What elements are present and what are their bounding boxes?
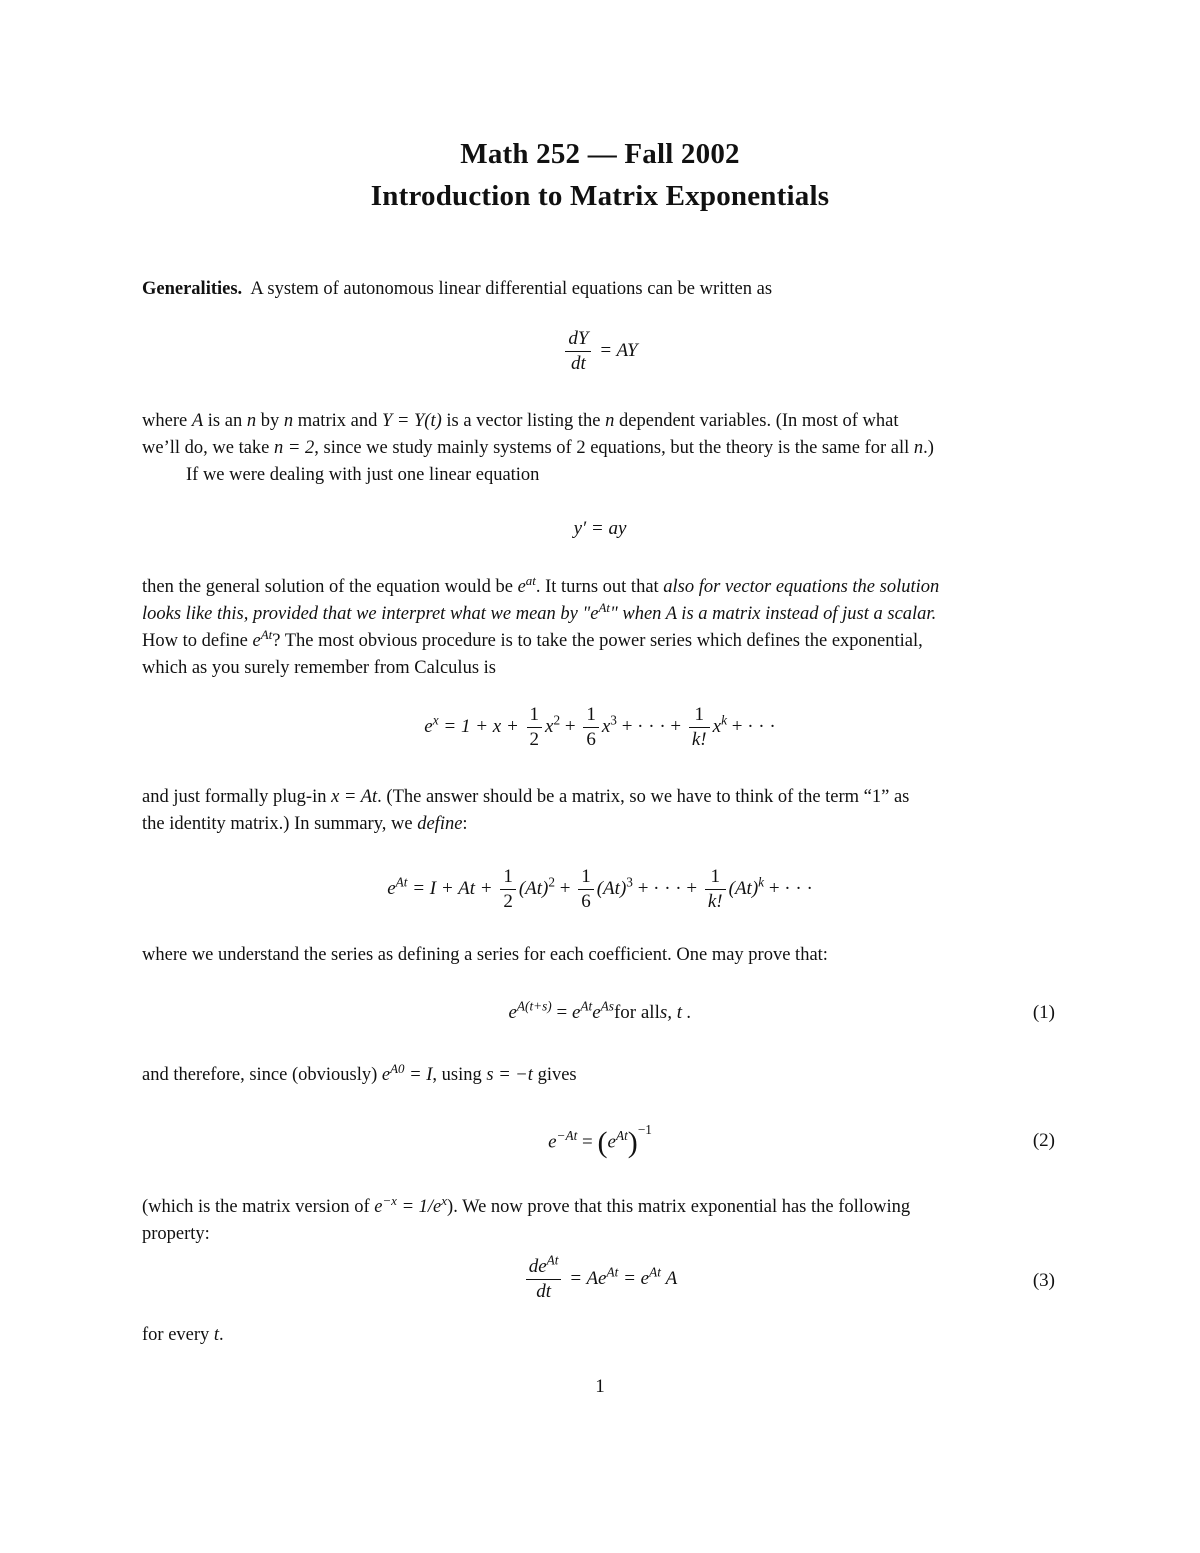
math-operator: + · · · + (621, 715, 682, 737)
document-title: Introduction to Matrix Exponentials (370, 180, 830, 212)
emphasis-text: " when A is a matrix instead of just a scalar. (609, 604, 937, 624)
fraction-denominator: 2 (529, 729, 540, 750)
math-symbol: x (601, 715, 611, 737)
fraction-numerator: 1 (578, 866, 594, 890)
fraction-denominator: 6 (586, 729, 596, 750)
emphasis-text: looks like this, provided that we interpret what we mean by "e (142, 604, 599, 624)
text-fragment: dependent variables. (In most of what (619, 411, 899, 431)
text-line (142, 574, 1058, 601)
math-expression: = e (623, 1267, 650, 1289)
fraction-denominator: k! (707, 891, 723, 912)
paragraph-7 (142, 1194, 1058, 1248)
text-fragment: is a vector listing the (446, 411, 601, 431)
math-expression: = I (409, 1065, 433, 1085)
math-operator: = (556, 1002, 568, 1023)
math-symbol: x (712, 715, 722, 737)
paragraph-text: A system of autonomous linear differential equations can be written as (250, 279, 773, 299)
math-exponent: 3 (610, 712, 617, 728)
math-exponent: As (600, 998, 614, 1014)
fraction (689, 704, 710, 751)
math-exponent: A0 (390, 1060, 405, 1076)
text-fragment: , using (432, 1065, 482, 1085)
text-line (142, 1062, 1058, 1089)
text-line: property: (142, 1224, 210, 1244)
text-fragment: then the general solution of the equation would be (142, 577, 513, 597)
math-symbol: e (571, 1002, 581, 1023)
equation-system (0, 328, 1200, 375)
fraction (500, 866, 516, 913)
equation-3 (0, 1252, 1200, 1303)
fraction-numerator: dY (565, 328, 591, 352)
text-line (142, 408, 1058, 435)
math-symbol: e (592, 1002, 601, 1023)
math-exponent: −At (556, 1128, 578, 1144)
text-fragment: gives (537, 1065, 577, 1085)
text-line (142, 601, 1058, 628)
text-fragment: for all (613, 1002, 660, 1023)
text-line (142, 628, 1058, 655)
math-symbol: e (424, 715, 433, 737)
math-exponent: At (260, 626, 273, 642)
text-fragment: by (260, 411, 280, 431)
math-symbol: n (246, 411, 257, 431)
math-operator: + · · · (768, 877, 813, 899)
math-symbol: A (191, 411, 204, 431)
math-symbol: n = 2 (274, 438, 315, 458)
text-line (142, 1322, 1058, 1349)
fraction-denominator: 2 (503, 891, 513, 912)
fraction-numerator: 1 (583, 704, 599, 728)
equation-number: (2) (1032, 1130, 1055, 1151)
math-exponent: At (395, 874, 408, 890)
fraction-numerator: 1 (689, 704, 710, 728)
fraction-denominator: dt (571, 353, 586, 374)
math-operator: + · · · + (637, 877, 698, 899)
math-exponent: at (525, 572, 536, 588)
math-exponent: At (606, 1264, 619, 1280)
generalities-paragraph (142, 276, 1058, 303)
math-symbol: n (283, 411, 294, 431)
text-line: where we understand the series as defining a series for each coefficient. One may prove that: (142, 945, 828, 965)
text-fragment: matrix and (297, 411, 378, 431)
math-exponent: k (758, 874, 765, 890)
math-expression: (At) (596, 877, 627, 899)
math-symbol: e (508, 1002, 517, 1023)
equation-scalar: y′ = ay (573, 518, 627, 539)
left-paren: ( (597, 1126, 608, 1159)
paragraph-8 (142, 1322, 1058, 1349)
text-fragment: . (The answer should be a matrix, so we have to think of the term “1” as (377, 787, 910, 807)
math-symbol: A (665, 1267, 678, 1289)
math-operator: + · · · (731, 715, 776, 737)
math-exponent: A(t+s) (516, 998, 552, 1014)
math-symbol: n (605, 411, 615, 431)
math-expression: = I + At + (412, 877, 493, 899)
math-exponent: 2 (553, 712, 561, 728)
math-exponent: 2 (548, 874, 556, 890)
text-line (142, 1194, 1058, 1221)
text-fragment: the identity matrix.) In summary, we (142, 814, 413, 834)
fraction (705, 866, 726, 913)
text-fragment: , since we study mainly systems of 2 equations, but the theory is the same for all (314, 438, 910, 458)
math-operator: + (559, 877, 571, 899)
text-fragment: for every (142, 1325, 210, 1345)
math-symbol: e (548, 1131, 557, 1153)
math-exponent: −x (382, 1192, 397, 1208)
text-line (142, 784, 1058, 811)
equation-2 (0, 1122, 1200, 1160)
text-fragment: ). We now prove that this matrix exponential has the following (447, 1197, 911, 1217)
text-fragment: .) (923, 438, 934, 458)
math-expression: x = At (331, 787, 378, 807)
text-fragment: . It turns out that (535, 577, 659, 597)
fraction-denominator: 6 (581, 891, 591, 912)
text-fragment: ? The most obvious procedure is to take the power series which defines the exponential, (272, 631, 923, 651)
equation-matrix-exp-definition (0, 866, 1200, 913)
equation-number: (1) (1032, 1002, 1055, 1023)
fraction (578, 866, 594, 913)
math-expression: s = −t (486, 1065, 533, 1085)
math-symbol: e (387, 877, 396, 899)
paragraph-3 (142, 574, 1058, 682)
text-line: which as you surely remember from Calculus is (142, 658, 496, 678)
equation-number: (3) (1032, 1270, 1055, 1291)
text-fragment: : (462, 814, 468, 834)
math-symbol: n (913, 438, 924, 458)
math-symbol: e (252, 631, 261, 651)
fraction (526, 1252, 562, 1303)
text-fragment: and therefore, since (obviously) (142, 1065, 378, 1085)
equation-exp-series (0, 704, 1200, 751)
math-exponent: At (546, 1252, 559, 1268)
math-operator: + (564, 715, 576, 737)
math-exponent: −1 (637, 1122, 652, 1138)
fraction-numerator (526, 1252, 562, 1280)
fraction-numerator: 1 (705, 866, 726, 890)
math-symbol: de (528, 1256, 547, 1277)
fraction-denominator: k! (691, 729, 707, 750)
paragraph-1 (142, 408, 1058, 489)
fraction-denominator: dt (536, 1281, 551, 1302)
right-paren: ) (627, 1126, 638, 1159)
math-exponent: x (432, 712, 439, 728)
math-exponent: At (580, 998, 593, 1014)
emphasis-text: define (417, 814, 463, 834)
math-expression: s, t . (659, 1002, 692, 1023)
math-exponent: k (721, 712, 727, 728)
math-expression: = Ae (569, 1267, 607, 1289)
text-line (142, 435, 1058, 462)
math-operator: = (582, 1131, 593, 1153)
fraction (527, 704, 543, 751)
math-exponent: At (598, 599, 610, 615)
text-line (142, 811, 1058, 838)
paragraph-5 (142, 942, 1058, 969)
text-fragment: is an (207, 411, 243, 431)
math-expression: (At) (518, 877, 549, 899)
text-fragment: How to define (142, 631, 248, 651)
math-symbol: e (374, 1197, 383, 1217)
fraction (583, 704, 599, 751)
page-number: 1 (595, 1376, 605, 1397)
fraction (565, 328, 591, 375)
math-expression: = 1 + x + (443, 715, 519, 737)
equation-rhs: = AY (599, 339, 638, 361)
math-exponent: 3 (626, 874, 633, 890)
paragraph-6 (142, 1062, 1058, 1089)
math-exponent: At (615, 1128, 628, 1144)
math-symbol: x (545, 715, 554, 737)
course-heading: Math 252 — Fall 2002 (460, 138, 740, 170)
text-line: If we were dealing with just one linear equation (186, 465, 540, 485)
math-symbol: Y = Y(t) (381, 411, 442, 431)
math-expression: = 1/e (401, 1197, 442, 1217)
math-symbol: e (607, 1131, 616, 1153)
paragraph-4 (142, 784, 1058, 838)
text-fragment: we’ll do, we take (142, 438, 270, 458)
text-fragment: and just formally plug-in (142, 787, 327, 807)
math-symbol: e (517, 577, 526, 597)
equation-1 (0, 998, 1200, 1024)
text-fragment: where (142, 411, 188, 431)
section-heading: Generalities. (142, 279, 243, 299)
math-symbol: e (381, 1065, 391, 1085)
fraction-numerator: 1 (500, 866, 516, 890)
text-fragment: (which is the matrix version of (142, 1197, 370, 1217)
emphasis-text: also for vector equations the solution (663, 577, 940, 597)
math-exponent: x (441, 1192, 448, 1208)
math-exponent: At (649, 1264, 661, 1280)
fraction-numerator: 1 (527, 704, 543, 728)
text-fragment: . (219, 1325, 224, 1345)
math-symbol: t (213, 1325, 220, 1345)
math-expression: (At) (728, 877, 759, 899)
